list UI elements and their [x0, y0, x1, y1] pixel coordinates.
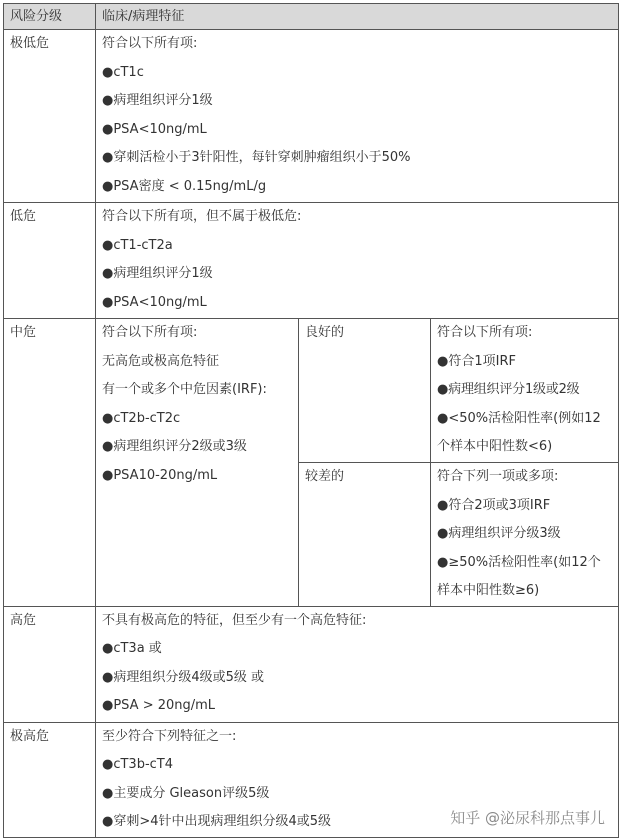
- feature-line: ●cT2b-cT2c: [102, 410, 181, 426]
- level-label: 高危: [10, 612, 37, 628]
- level-label: 中危: [10, 325, 37, 340]
- sub-level-label: 较差的: [305, 469, 345, 484]
- header-features: 临床/病理特征: [96, 4, 619, 30]
- feature-line: ●PSA10-20ng/mL: [102, 467, 218, 483]
- header-row: [4, 4, 619, 30]
- feature-line: ●主要成分 Gleason评级5级: [102, 785, 270, 801]
- feature-line: ●cT3b-cT4: [102, 757, 174, 772]
- feature-line: ●病理组织评分1级: [102, 93, 213, 108]
- level-label: 极高危: [10, 728, 50, 744]
- row-high: [4, 606, 619, 722]
- feature-line: 不具有极高危的特征，但至少有一个高危特征:: [102, 612, 367, 628]
- feature-line: 符合以下所有项:: [437, 325, 533, 340]
- feature-line: ●病理组织分级4级或5级 或: [102, 669, 265, 685]
- row-low: [4, 203, 619, 319]
- feature-line: ●穿刺活检小于3针阳性，每针穿刺肿瘤组织小于50%: [102, 150, 411, 165]
- feature-line: ●≥50%活检阳性率(如12个样本中阳性数≥6): [437, 554, 601, 598]
- feature-line: 至少符合下列特征之一:: [102, 728, 237, 744]
- feature-line: ●病理组织评分级3级: [437, 526, 561, 541]
- feature-line: 符合下列一项或多项:: [437, 469, 559, 484]
- feature-line: ●cT1-cT2a: [102, 237, 173, 253]
- header-risk-level: 风险分级: [4, 4, 96, 30]
- feature-line: ●PSA > 20ng/mL: [102, 698, 216, 713]
- feature-line: ●符合1项IRF: [437, 353, 516, 369]
- level-label: 低危: [10, 209, 37, 224]
- risk-table: [3, 3, 619, 838]
- feature-line: ●PSA<10ng/mL: [102, 294, 207, 310]
- feature-line: ●病理组织评分1级或2级: [437, 382, 580, 397]
- feature-line: 有一个或多个中危因素(IRF):: [102, 382, 267, 397]
- feature-line: 符合以下所有项，但不属于极低危:: [102, 209, 302, 224]
- feature-line: 符合以下所有项:: [102, 36, 198, 51]
- feature-line: ●符合2项或3项IRF: [437, 497, 551, 513]
- feature-line: ●穿刺>4针中出现病理组织分级4或5级: [102, 814, 332, 829]
- row-very-low: [4, 30, 619, 203]
- feature-line: ●cT1c: [102, 64, 144, 80]
- feature-line: ●cT3a 或: [102, 641, 162, 656]
- row-intermediate-favorable: [4, 319, 619, 463]
- feature-line: 符合以下所有项:: [102, 325, 198, 340]
- feature-line: ●病理组织评分1级: [102, 266, 213, 281]
- feature-line: ●<50%活检阳性率(例如12个样本中阳性数<6): [437, 410, 601, 454]
- watermark: 知乎 @泌尿科那点事儿: [450, 809, 605, 827]
- feature-line: ●病理组织评分2级或3级: [102, 439, 247, 454]
- level-label: 极低危: [10, 36, 50, 51]
- feature-line: ●PSA<10ng/mL: [102, 121, 207, 137]
- sub-level-label: 良好的: [305, 325, 345, 340]
- feature-line: 无高危或极高危特征: [102, 353, 220, 369]
- feature-line: ●PSA密度 < 0.15ng/mL/g: [102, 178, 267, 194]
